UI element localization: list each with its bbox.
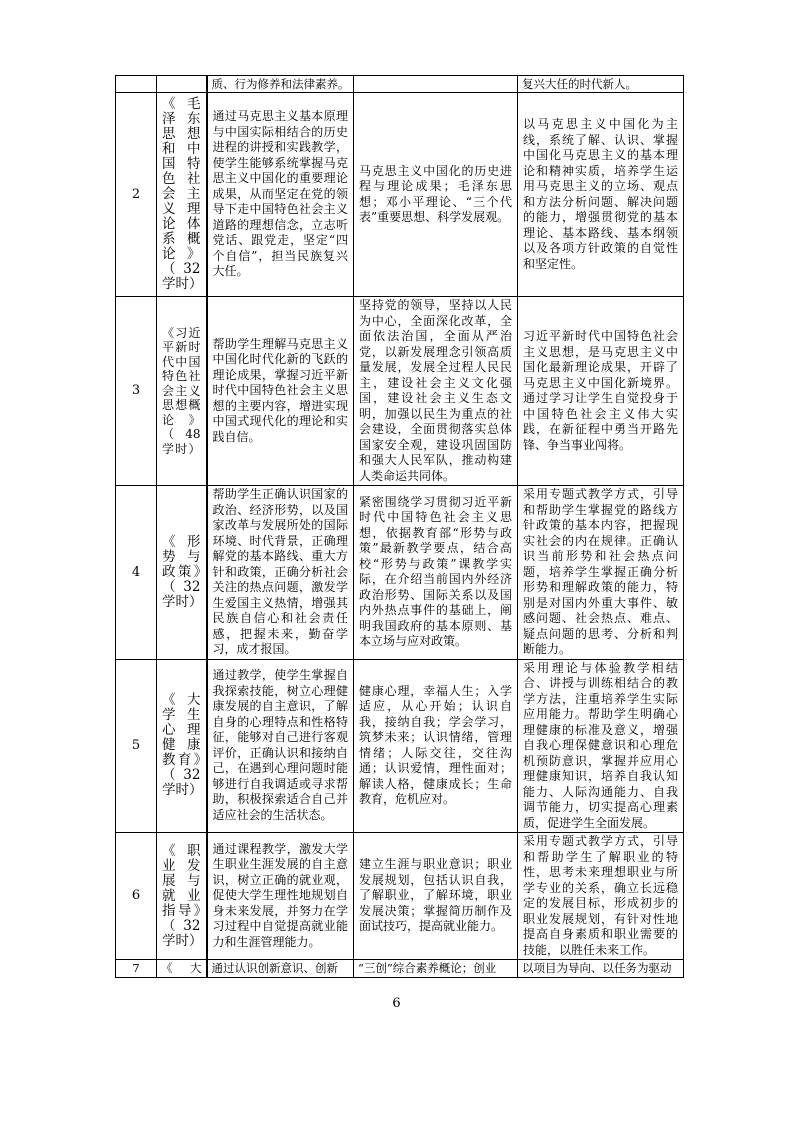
- course-objectives-cell: 通过马克思主义基本原理与中国实际相结合的历史进程的讲授和实践教学，使学生能够系统掌握马克思主义中国化的重要理论成果，从而坚定在党的领导下走中国特色社会主义道路的理想信念，立志听党话、跟党走，坚定“四个自信”，担当民族复兴大任。: [207, 93, 354, 297]
- page-number: 6: [392, 996, 401, 1011]
- course-requirements-cell: 以项目为导向、以任务为驱动: [518, 960, 684, 978]
- row-number-cell: 4: [116, 486, 157, 660]
- row-number-cell: 2: [116, 93, 157, 297]
- course-content-cell: [354, 76, 518, 93]
- course-table: [115, 75, 684, 978]
- course-content-cell: 马克思主义中国化的历史进程与理论成果；毛泽东思想；邓小平理论、“三个代表”重要思想、科学发展观。: [354, 93, 518, 297]
- course-content-cell: “三创”综合素养概论；创业: [354, 960, 518, 978]
- course-requirements-cell: 复兴大任的时代新人。: [518, 76, 684, 93]
- row-number-cell: 5: [116, 659, 157, 833]
- course-name-cell: 《大: [157, 960, 207, 978]
- table-row: [116, 297, 684, 486]
- course-objectives-cell: 帮助学生理解马克思主义中国化时代化新的飞跃的理论成果，掌握习近平新时代中国特色社会主义思想的主要内容，增进实现中国式现代化的理论和实践自信。: [207, 297, 354, 486]
- course-requirements-cell: 习近平新时代中国特色社会主义思想，是马克思主义中国化最新理论成果，开辟了马克思主义中国化新境界。通过学习让学生自觉投身于中国特色社会主义伟大实践，在新征程中勇当开路先锋、争当事业闯将。: [518, 297, 684, 486]
- course-name-cell: [157, 76, 207, 93]
- course-content-cell: 建立生涯与职业意识；职业发展规划，包括认识自我，了解职业，了解环境，职业发展决策；掌握简历制作及面试技巧，提高就业能力。: [354, 833, 518, 960]
- course-name-cell: 《毛泽东思想和中国特色社会主义理论体系概论》（32学时）: [157, 93, 207, 297]
- table-row: [116, 833, 684, 960]
- course-name-cell: 《形势与政策》（32学时）: [157, 486, 207, 660]
- table-row: [116, 93, 684, 297]
- course-content-cell: 紧密围绕学习贯彻习近平新时代中国特色社会主义思想，依据教育部“形势与政策”最新教学要点，结合高校“形势与政策”课教学实际，在介绍当前国内外经济政治形势、国际关系以及国内外热点事件的基础上，阐明我国政府的基本原则、基本立场与应对政策。: [354, 486, 518, 660]
- table-row-cutoff: [116, 960, 684, 978]
- table-row-continuation: [116, 76, 684, 93]
- course-name-cell: 《大学生心理健康教育》（32学时）: [157, 659, 207, 833]
- course-name-cell: 《职业发展与就业指导》（32学时）: [157, 833, 207, 960]
- course-objectives-cell: 帮助学生正确认识国家的政治、经济形势，以及国家改革与发展所处的国际环境、时代背景，正确理解党的基本路线、重大方针和政策，正确分析社会关注的热点问题，激发学生爱国主义热情，增强其民族自信心和社会责任感，把握未来，勤奋学习，成才报国。: [207, 486, 354, 660]
- course-requirements-cell: 以马克思主义中国化为主线，系统了解、认识、掌握中国化马克思主义的基本理论和精神实质，培养学生运用马克思主义的立场、观点和方法分析问题、解决问题的能力，增强贯彻党的基本理论、基本路线、基本纲领以及各项方针政策的自觉性和坚定性。: [518, 93, 684, 297]
- table-row: [116, 486, 684, 660]
- course-content-cell: 坚持党的领导，坚持以人民为中心，全面深化改革，全面依法治国，全面从严治党，以新发展理念引领高质量发展，发展全过程人民民主，建设社会主义文化强国，建设社会主义生态文明，加强以民生为重点的社会建设，全面贯彻落实总体国家安全观，建设巩固国防和强大人民军队，推动构建人类命运共同体。: [354, 297, 518, 486]
- course-content-cell: 健康心理，幸福人生；入学适应，从心开始；认识自我，接纳自我；学会学习，筑梦未来；认识情绪，管理情绪；人际交往，交往沟通；认识爱情，理性面对；解读人格，健康成长；生命教育，危机应对。: [354, 659, 518, 833]
- course-requirements-cell: 采用专题式教学方式，引导和帮助学生掌握党的路线方针政策的基本内容，把握现实社会的内在规律。正确认识当前形势和社会热点问题，培养学生掌握正确分析形势和理解政策的能力，特别是对国内外重大事件、敏感问题、社会热点、难点、疑点问题的思考、分析和判断能力。: [518, 486, 684, 660]
- course-objectives-cell: 质、行为修养和法律素养。: [207, 76, 354, 93]
- row-number-cell: 6: [116, 833, 157, 960]
- course-objectives-cell: 通过教学，使学生掌握自我探索技能，树立心理健康发展的自主意识，了解自身的心理特点和性格特征，能够对自己进行客观评价，正确认识和接纳自己，在遇到心理问题时能够进行自我调适或寻求帮助，积极探索适合自己并适应社会的生活状态。: [207, 659, 354, 833]
- course-requirements-cell: 采用专题式教学方式，引导和帮助学生了解职业的特性，思考未来理想职业与所学专业的关系，确立长远稳定的发展目标，形成初步的职业发展规划，有针对性地提高自身素质和职业需要的技能，以胜任未来工作。: [518, 833, 684, 960]
- row-number-cell: [116, 76, 157, 93]
- course-name-cell: 《习近平新时代中国特色社会主义思想概论》（48学时）: [157, 297, 207, 486]
- row-number-cell: 3: [116, 297, 157, 486]
- row-number-cell: 7: [116, 960, 157, 978]
- course-requirements-cell: 采用理论与体验教学相结合、讲授与训练相结合的教学方法，注重培养学生实际应用能力。帮助学生明确心理健康的标准及意义，增强自我心理保健意识和心理危机预防意识，掌握并应用心理健康知识，培养自我认知能力、人际沟通能力、自我调节能力，切实提高心理素质，促进学生全面发展。: [518, 659, 684, 833]
- table-row: [116, 659, 684, 833]
- course-objectives-cell: 通过认识创新意识、创新: [207, 960, 354, 978]
- course-objectives-cell: 通过课程教学，激发大学生职业生涯发展的自主意识，树立正确的就业观，促使大学生理性地规划自身未来发展，并努力在学习过程中自觉提高就业能力和生涯管理能力。: [207, 833, 354, 960]
